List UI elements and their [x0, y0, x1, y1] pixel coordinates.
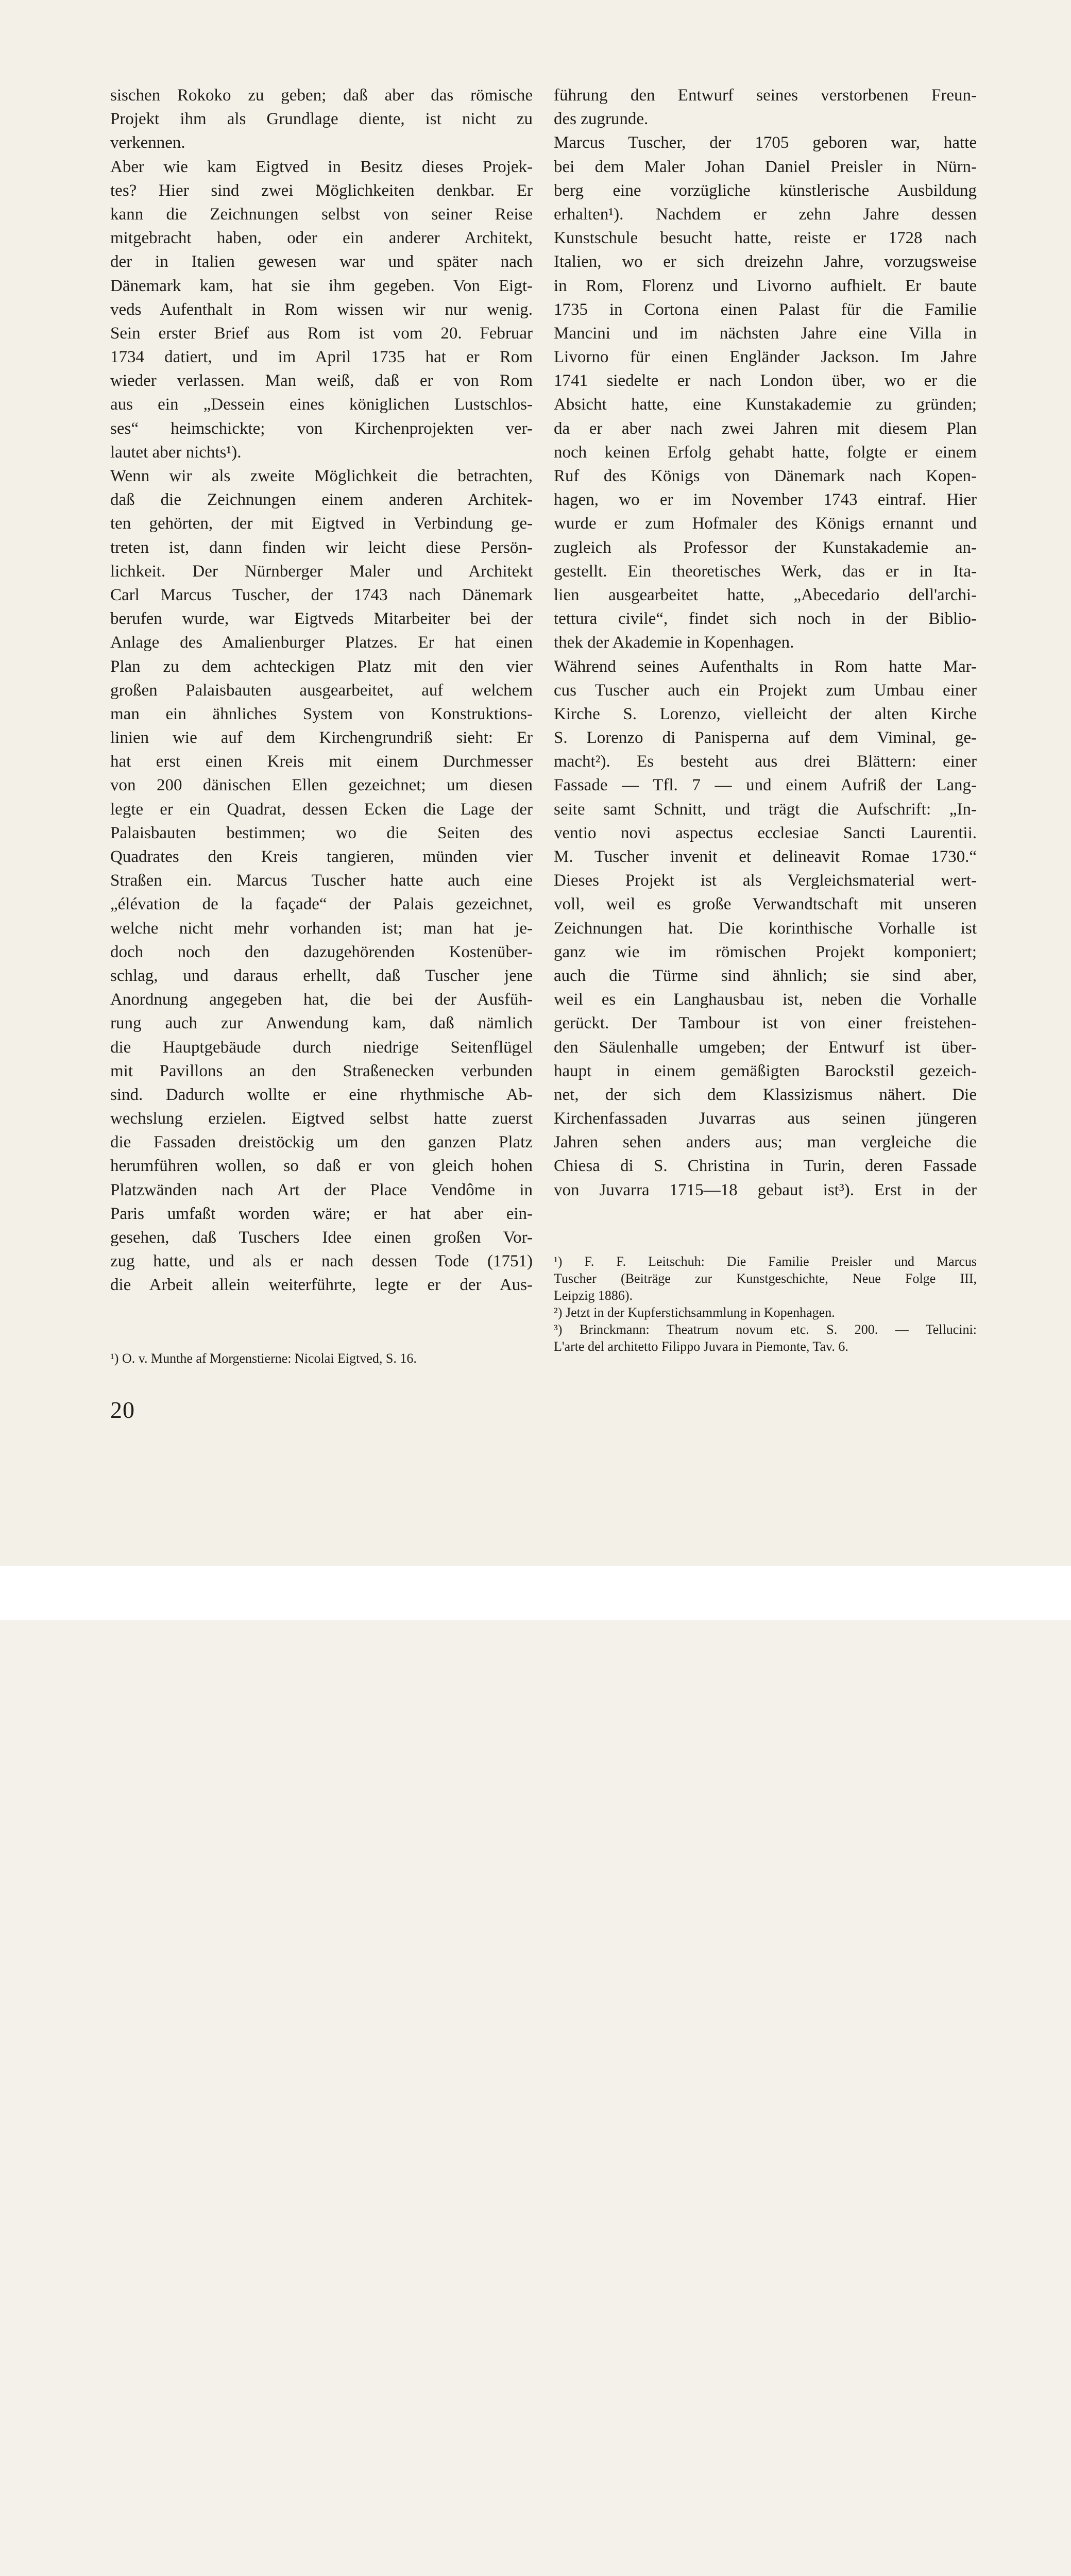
text-line: Anordnung angegeben hat, die bei der Ausfüh-	[110, 990, 533, 1009]
text-line: sischen Rokoko zu geben; daß aber das römische	[110, 86, 533, 105]
text-line: daß die Zeichnungen einem anderen Architek-	[110, 490, 533, 510]
footnote-line: ²) Jetzt in der Kupferstichsammlung in Kopenhagen.	[554, 1305, 835, 1320]
text-line: hagen, wo er im November 1743 eintraf. Hier	[554, 490, 977, 510]
text-line: der in Italien gewesen war und später nach	[110, 252, 533, 272]
text-line: verkennen.	[110, 133, 185, 152]
text-line: hat erst einen Kreis mit einem Durchmesser	[110, 752, 533, 771]
text-line: Livorno für einen Engländer Jackson. Im Jahre	[554, 348, 977, 367]
text-line: führung den Entwurf seines verstorbenen Freun-	[554, 86, 977, 105]
text-line: lien ausgearbeitet hatte, „Abecedario dell'archi-	[554, 585, 977, 604]
text-line: da er aber nach zwei Jahren mit diesem Plan	[554, 419, 977, 438]
text-line: Während seines Aufenthalts in Rom hatte Mar-	[554, 657, 977, 676]
text-line: Paris umfaßt worden wäre; er hat aber ein-	[110, 1204, 533, 1223]
text-line: Plan zu dem achteckigen Platz mit den vier	[110, 657, 533, 676]
text-line: Kirche S. Lorenzo, vielleicht der alten Kirche	[554, 704, 977, 723]
text-line: wechslung erzielen. Eigtved selbst hatte zuerst	[110, 1109, 533, 1128]
text-line: lichkeit. Der Nürnberger Maler und Architekt	[110, 562, 533, 581]
text-line: gesehen, daß Tuschers Idee einen großen Vor-	[110, 1228, 533, 1247]
text-line: veds Aufenthalt in Rom wissen wir nur wenig.	[110, 300, 533, 319]
text-line: Platzwänden nach Art der Place Vendôme in	[110, 1180, 533, 1199]
text-line: Projekt ihm als Grundlage diente, ist nicht zu	[110, 110, 533, 129]
text-line: net, der sich dem Klassizismus nähert. Die	[554, 1085, 977, 1104]
text-line: die Arbeit allein weiterführte, legte er der Aus-	[110, 1276, 533, 1295]
footnote-line: L'arte del architetto Filippo Juvara in Piemonte, Tav. 6.	[554, 1339, 848, 1354]
footnote-line: Leipzig 1886).	[554, 1288, 633, 1303]
text-line: gerückt. Der Tambour ist von einer freistehen-	[554, 1014, 977, 1033]
text-line: doch noch den dazugehörenden Kostenüber-	[110, 942, 533, 961]
text-line: Chiesa di S. Christina in Turin, deren Fassade	[554, 1157, 977, 1176]
text-line: linien wie auf dem Kirchengrundriß sieht: Er	[110, 728, 533, 748]
text-line: noch keinen Erfolg gehabt hatte, folgte er einem	[554, 443, 977, 462]
text-line: rung auch zur Anwendung kam, daß nämlich	[110, 1014, 533, 1033]
footnote-line: ³) Brinckmann: Theatrum novum etc. S. 200. — Tellucini:	[554, 1322, 977, 1337]
text-line: aus ein „Dessein eines königlichen Lustschlos-	[110, 395, 533, 414]
text-line: Zeichnungen hat. Die korinthische Vorhalle ist	[554, 919, 977, 938]
text-line: zug hatte, und als er nach dessen Tode (1751)	[110, 1252, 533, 1271]
text-line: Absicht hatte, eine Kunstakademie zu gründen;	[554, 395, 977, 414]
text-line: weil es ein Langhausbau ist, neben die Vorhalle	[554, 990, 977, 1009]
text-line: Aber wie kam Eigtved in Besitz dieses Projek-	[110, 157, 533, 176]
right-text-column	[554, 83, 977, 1202]
text-line: zugleich als Professor der Kunstakademie an-	[554, 538, 977, 557]
text-line: Dieses Projekt ist als Vergleichsmaterial wert-	[554, 871, 977, 890]
text-line: tes? Hier sind zwei Möglichkeiten denkbar. Er	[110, 181, 533, 200]
text-line: Carl Marcus Tuscher, der 1743 nach Dänemark	[110, 585, 533, 604]
text-line: von Juvarra 1715—18 gebaut ist³). Erst in der	[554, 1180, 977, 1199]
text-line: die Hauptgebäude durch niedrige Seitenflügel	[110, 1038, 533, 1057]
text-line: Quadrates den Kreis tangieren, münden vier	[110, 848, 533, 866]
text-line: gestellt. Ein theoretisches Werk, das er in Ita-	[554, 562, 977, 581]
text-line: man ein ähnliches System von Konstruktions-	[110, 704, 533, 723]
text-line: mit Pavillons an den Straßenecken verbunden	[110, 1061, 533, 1080]
text-line: Kirchenfassaden Juvarras aus seinen jüngeren	[554, 1109, 977, 1128]
text-line: wurde er zum Hofmaler des Königs ernannt und	[554, 514, 977, 533]
text-line: 1734 datiert, und im April 1735 hat er Rom	[110, 348, 533, 367]
text-line: des zugrunde.	[554, 110, 649, 129]
text-line: ses“ heimschickte; von Kirchenprojekten ver-	[110, 419, 533, 438]
text-line: sind. Dadurch wollte er eine rhythmische Ab-	[110, 1085, 533, 1104]
footnote-line: Tuscher (Beiträge zur Kunstgeschichte, Neue Folge III,	[554, 1271, 977, 1286]
text-line: ten gehörten, der mit Eigtved in Verbindung ge-	[110, 514, 533, 533]
text-line: seite samt Schnitt, und trägt die Aufschrift: „In-	[554, 800, 977, 819]
text-line: Italien, wo er sich dreizehn Jahre, vorzugsweise	[554, 252, 977, 272]
text-line: Ruf des Königs von Dänemark nach Kopen-	[554, 467, 977, 485]
text-line: „élévation de la façade“ der Palais gezeichnet,	[110, 895, 533, 914]
text-line: Mancini und im nächsten Jahre eine Villa in	[554, 324, 977, 343]
text-line: auch die Türme sind ähnlich; sie sind aber,	[554, 966, 977, 985]
text-line: Palaisbauten bestimmen; wo die Seiten des	[110, 823, 533, 842]
text-line: mitgebracht haben, oder ein anderer Architekt,	[110, 229, 533, 248]
text-line: thek der Akademie in Kopenhagen.	[554, 633, 794, 652]
text-line: schlag, und daraus erhellt, daß Tuscher jene	[110, 966, 533, 985]
text-line: Kunstschule besucht hatte, reiste er 1728 nach	[554, 229, 977, 248]
text-line: erhalten¹). Nachdem er zehn Jahre dessen	[554, 205, 977, 224]
text-line: Sein erster Brief aus Rom ist vom 20. Februar	[110, 324, 533, 343]
text-line: großen Palaisbauten ausgearbeitet, auf welchem	[110, 681, 533, 700]
text-line: macht²). Es besteht aus drei Blättern: einer	[554, 752, 977, 771]
text-line: treten ist, dann finden wir leicht diese Persön-	[110, 538, 533, 557]
text-line: Dänemark kam, hat sie ihm gegeben. Von Eigt-	[110, 276, 533, 295]
text-line: bei dem Maler Johan Daniel Preisler in Nürn-	[554, 157, 977, 176]
text-line: lautet aber nichts¹).	[110, 443, 242, 462]
text-line: welche nicht mehr vorhanden ist; man hat je-	[110, 919, 533, 938]
page-number: 20	[110, 1397, 135, 1423]
text-line: Fassade — Tfl. 7 — und einem Aufriß der Lang-	[554, 776, 977, 795]
text-line: Wenn wir als zweite Möglichkeit die betrachten,	[110, 467, 533, 485]
text-line: Marcus Tuscher, der 1705 geboren war, hatte	[554, 133, 977, 152]
left-footnote: ¹) O. v. Munthe af Morgenstierne: Nicolai Eigtved, S. 16.	[110, 1351, 417, 1366]
text-line: cus Tuscher auch ein Projekt zum Umbau einer	[554, 681, 977, 700]
text-line: Jahren sehen anders aus; man vergleiche die	[554, 1133, 977, 1152]
text-line: ventio novi aspectus ecclesiae Sancti Laurentii.	[554, 823, 977, 842]
text-line: in Rom, Florenz und Livorno aufhielt. Er baute	[554, 276, 977, 295]
text-line: S. Lorenzo di Panisperna auf dem Viminal, ge-	[554, 728, 977, 748]
left-text-column	[110, 83, 533, 1297]
text-line: haupt in einem gemäßigten Barockstil gezeich-	[554, 1061, 977, 1080]
text-line: wieder verlassen. Man weiß, daß er von Rom	[110, 371, 533, 391]
text-line: 1741 siedelte er nach London über, wo er die	[554, 371, 977, 391]
text-line: berg eine vorzügliche künstlerische Ausbildung	[554, 181, 977, 200]
text-line: von 200 dänischen Ellen gezeichnet; um diesen	[110, 776, 533, 795]
text-line: voll, weil es große Verwandtschaft mit unseren	[554, 895, 977, 914]
text-line: Straßen ein. Marcus Tuscher hatte auch eine	[110, 871, 533, 890]
text-line: Anlage des Amalienburger Platzes. Er hat einen	[110, 633, 533, 652]
footer-bar	[0, 1566, 1071, 1620]
text-line: legte er ein Quadrat, dessen Ecken die Lage der	[110, 800, 533, 819]
text-line: berufen wurde, war Eigtveds Mitarbeiter bei der	[110, 609, 533, 629]
text-line: M. Tuscher invenit et delineavit Romae 1730.“	[554, 848, 977, 866]
text-line: ganz wie im römischen Projekt komponiert;	[554, 942, 977, 961]
left-footnote-block	[110, 1350, 533, 1367]
right-footnotes	[554, 1253, 977, 1355]
text-line: die Fassaden dreistöckig um den ganzen Platz	[110, 1133, 533, 1152]
footnote-line: ¹) F. F. Leitschuh: Die Familie Preisler und Marcus	[554, 1254, 977, 1269]
text-line: tettura civile“, findet sich noch in der Biblio-	[554, 609, 977, 629]
text-line: herumführen wollen, so daß er von gleich hohen	[110, 1157, 533, 1176]
text-line: kann die Zeichnungen selbst von seiner Reise	[110, 205, 533, 224]
text-line: den Säulenhalle umgeben; der Entwurf ist über-	[554, 1038, 977, 1057]
text-line: 1735 in Cortona einen Palast für die Familie	[554, 300, 977, 319]
